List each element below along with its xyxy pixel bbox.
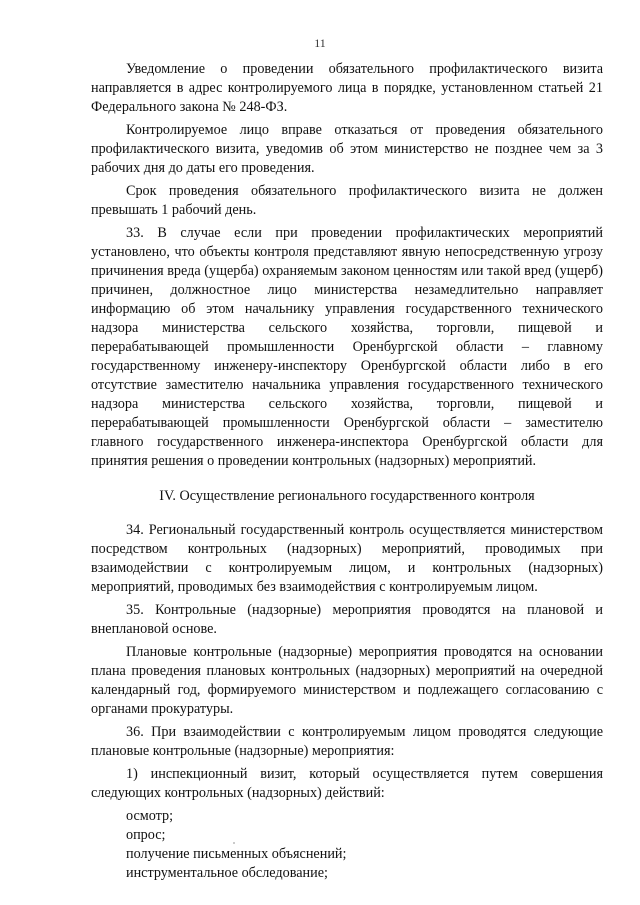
paragraph-planned-measures: Плановые контрольные (надзорные) мероприятия проводятся на основании плана проведения плановых контрольных (надзорных) мероприятий на очередной календарный год, формируемого министерством и подлежащего согласованию с органами прокуратуры.	[91, 644, 603, 717]
control-actions-list	[91, 807, 603, 883]
section-heading: IV. Осуществление регионального государственного контроля	[159, 488, 535, 504]
paragraph-refusal-right: Контролируемое лицо вправе отказаться от проведения обязательного профилактического визита, уведомив об этом министерство не позднее чем за 3 рабочих дня до даты его проведения.	[91, 122, 603, 176]
list-item: инструментальное обследование;	[126, 865, 328, 881]
paragraph-35-planned-unplanned: 35. Контрольные (надзорные) мероприятия проводятся на плановой и внеплановой основе.	[91, 602, 603, 637]
page-number: 11	[314, 36, 326, 50]
paragraph-34-regional-control: 34. Региональный государственный контроль осуществляется министерством посредством контрольных (надзорных) мероприятий, проводимых при взаимодействии с контролируемым лицом, и контрольных (надзорных) мероприятий, проводимых без взаимодействия с контролируемым лицом.	[91, 522, 603, 595]
list-item: осмотр;	[126, 808, 174, 824]
paragraph-notification-address: Уведомление о проведении обязательного профилактического визита направляется в адрес контролируемого лица в порядке, установленном статьей 21 Федерального закона № 248-ФЗ.	[91, 61, 603, 115]
paragraph-inspection-visit: 1) инспекционный визит, который осуществляется путем совершения следующих контрольных (надзорных) действий:	[91, 766, 603, 801]
document-body	[91, 60, 603, 883]
list-item: опрос;	[126, 827, 166, 843]
list-item: получение письменных объяснений;	[126, 846, 347, 862]
paragraph-33-threat-reporting: 33. В случае если при проведении профилактических мероприятий установлено, что объекты контроля представляют явную непосредственную угрозу причинения вреда (ущерба) охраняемым законом ценностям или такой вред (ущерб) причинен, должностное лицо министерства незамедлительно направляет информацию об этом начальнику управления государственного технического надзора министерства сельского хозяйства, торговли, пищевой и перерабатывающей промышленности Оренбургской области – главному государственному инженеру-инспектору Оренбургской области либо в его отсутствие заместителю начальника управления государственного технического надзора министерства сельского хозяйства, торговли, пищевой и перерабатывающей промышленности Оренбургской области – заместителю главного государственного инженера-инспектора Оренбургской области для принятия решения о проведении контрольных (надзорных) мероприятий.	[91, 225, 603, 469]
paragraph-visit-duration: Срок проведения обязательного профилактического визита не должен превышать 1 рабочий день.	[91, 183, 603, 218]
paragraph-36-interaction-measures: 36. При взаимодействии с контролируемым лицом проводятся следующие плановые контрольные (надзорные) мероприятия:	[91, 724, 603, 759]
scan-speck	[233, 842, 235, 844]
